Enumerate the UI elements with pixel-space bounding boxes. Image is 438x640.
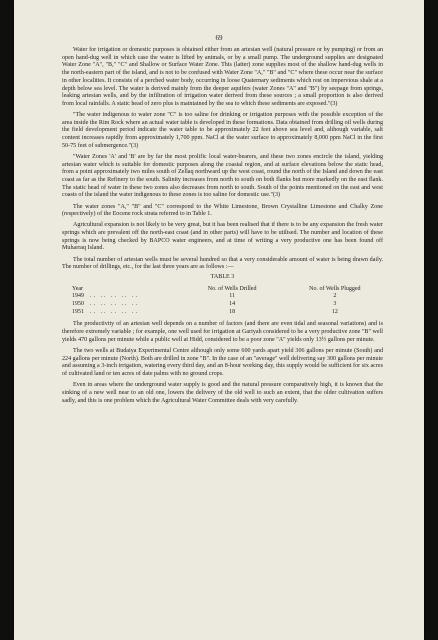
paragraph-budaiya-wells: The two wells at Budaiya Experimental Centre although only some 600 yards apart yield 306 gallons per minute (South) and 224 gallons per minute (North). Both are drilled in zone "B". In the case of an "average" well delivering say 300 gallons per minute and assuming a 3-inch irrigation, watering every third day, and an 8-hour working day, this supply would be sufficient for six acres of cultivated land or ten acres of date palms with no ground crops. <box>62 347 383 378</box>
cell-plugged: 12 <box>331 308 338 315</box>
leader-dots: .. .. .. .. .. <box>90 308 139 315</box>
cell-year: 1949 <box>72 293 84 300</box>
paragraph-artesian-wells: The total number of artesian wells must be several hundred so that a very considerable amount of water is being drawn daily. The number of drillings, etc., for the last three years are as follows :— <box>62 256 383 271</box>
cell-year: 1951 <box>72 308 84 315</box>
cell-drilled: 11 <box>229 293 235 300</box>
cell-plugged: 2 <box>333 293 337 300</box>
leader-dots: .. .. .. .. .. <box>90 301 139 308</box>
paragraph-new-wells: Even in areas where the underground water supply is good and the natural pressure comparatively high, it is known that the sinking of a new well near to an old one, lowers the delivery of the old well to such an extent, that the older cultivation suffers sadly, and this is one problem which the Agricultural Water Committee deals with very carefully. <box>62 382 383 404</box>
body-text <box>62 47 383 409</box>
header-plugged: No. of Wells Plugged <box>309 285 361 292</box>
table-row <box>62 301 383 309</box>
cell-year: 1950 <box>72 301 84 308</box>
cell-plugged: 3 <box>333 301 337 308</box>
paragraph-zones-a-b: "Water Zones 'A' and 'B' are by far the most prolific local water-bearers, and these two zones encircle the island, yielding artesian water which is suitable for domestic purposes along the coastal region, and at surface elevations below the static head, from a point approximately two miles south of Zellaq northward up the west coast, round the north of the Island and down the east coast as far as the Refinery to the south. Salinity increases from north to south on both flanks but more markedly on the east flank. The static head of water in these two zones also decreases from north to south. South of the points mentioned on the east and west coasts of the island the water indigenous to these zones is too saline for domestic use."(3) <box>62 153 383 199</box>
paragraph-zone-correspondence: The water zones "A," "B" and "C" correspond to the White Limestone, Brown Crystalline Limestone and Chalky Zone (respectively) of the Eocene rock strata referred to in Table 1. <box>62 203 383 218</box>
table-row <box>62 309 383 317</box>
cell-drilled: 14 <box>229 301 236 308</box>
page-number: 69 <box>215 34 223 42</box>
document-page <box>14 0 424 640</box>
paragraph-water-zones: Water for irrigation or domestic purposes is obtained either from an artesian well (natural pressure or by pumping) or from an open hand-dug well in which case the water is lifted by animals, or by a small pump. The underground supplies are designated Water Zone "A", "B," "C" and Shallow or Surface Water Zone. This (latter) zone supplies most of the shallow hand-dug wells in the north-eastern part of the island, and is not to be confused with Water Zone "A," "B" and "C" where these occur near the surface in other localities. It consists of a perched water body, occurring in loose Quaternary sediments which rest on impervious shale at a depth below sea level. The water is derived mainly from the deeper aquifers (water Zones "A" and "B") by seepage from springs, leaking artesian wells, and by the infiltration of irrigation water derived from these sources ; a small proportion is also derived from local rainfalls. A static head of zero plus is maintained by the sea to which these sediments are exposed."(3) <box>62 47 383 107</box>
paragraph-productivity: The productivity of an artesian well depends on a number of factors (and there are even tidal and seasonal variations) and is therefore extremely variable ; for example, one well used for irrigation at Gariyah considered to be a very productive zone "B" well yields 470 gallons per minute while a public well at Hidd, considered to be a poor zone "A" yields only 13½ gallons per minute. <box>62 321 383 343</box>
paragraph-zone-c: "The water indigenous to water zone "C" is too saline for drinking or irrigation purposes with the possible exception of the area inside the Rim Rock where an actual water table is developed in these formations. Data obtained from drilling oil wells during the field development period indicate the water table to be approximately 22 feet above sea level and, although variable, salt content increases rapidly from approximately 1,700 ppm. NaCl at the water surface to approximately 8,000 ppm NaCl in the first 50-75 feet of submergence."(3) <box>62 112 383 149</box>
table-title: TABLE 3 <box>210 273 235 280</box>
cell-drilled: 18 <box>229 308 236 315</box>
table-header-row <box>62 286 383 294</box>
header-drilled: No. of Wells Drilled <box>207 285 257 292</box>
table-row <box>62 293 383 301</box>
paragraph-agricultural-expansion: Agricultural expansion is not likely to be very great, but it has been realised that if there is to be any expansion the fresh water springs which are prevalent off the north-east coast (and in other parts) will have to be utilised. The number and location of these springs is now being checked by BAPCO water engineers, and at time of writing a very productive one has been found off Muharraq Island. <box>62 222 383 252</box>
wells-table <box>62 286 383 317</box>
header-year: Year <box>72 285 84 292</box>
leader-dots: .. .. .. .. .. <box>90 293 139 300</box>
